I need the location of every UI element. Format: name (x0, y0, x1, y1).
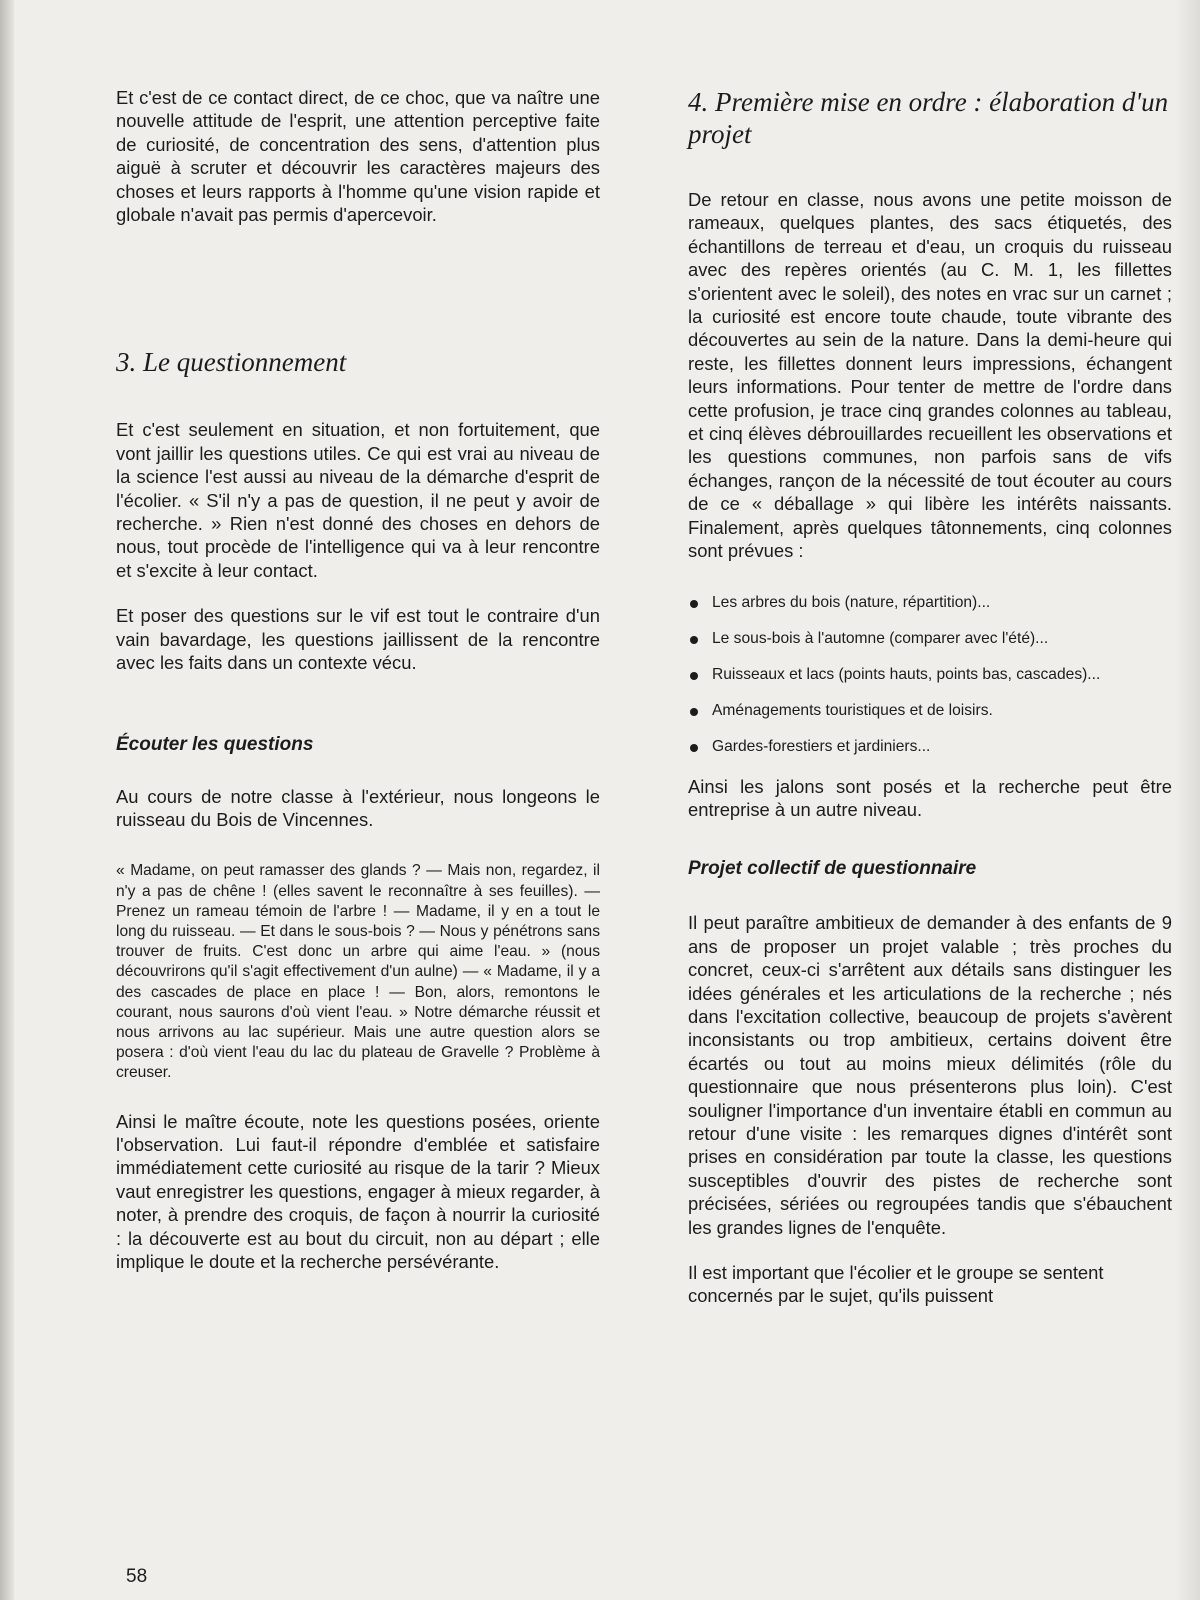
subheading-ecouter: Écouter les questions (116, 733, 314, 755)
paragraph-poser: Et poser des questions sur le vif est tout le contraire d'un vain bavardage, les questions jaillissent de la rencontre avec les faits dans un contexte vécu. (116, 605, 600, 674)
bullet-list (688, 593, 1172, 757)
paragraph-retour: De retour en classe, nous avons une petite moisson de rameaux, quelques plantes, des sacs étiquetés, des échantillons de terreau et d'eau, un croquis du ruisseau avec des repères orientés (au C. M. 1, les fillettes s'orientent avec le soleil), des notes en vrac sur un carnet ; la curiosité est encore toute chaude, toute vibrante des découvertes au sein de la nature. Dans la demi-heure qui reste, les fillettes donnent leurs impressions, échangent leurs informations. Pour tenter de mettre de l'ordre dans cette profusion, je trace cinq grandes colonnes au tableau, et cinq élèves débrouillardes recueillent les observations et les questions communes, non parfois sans de vifs échanges, rançon de la nécessité de tout écouter au cours de ce « déballage » qui libère les intérêts naissants. Finalement, après quelques tâtonnements, cinq colonnes sont prévues : (688, 189, 1172, 562)
section-heading-3: 3. Le questionnement (116, 347, 347, 378)
bullet-dot-icon (690, 636, 698, 644)
page-edge (0, 0, 14, 1600)
bullet-dot-icon (690, 708, 698, 716)
paragraph-intro: Et c'est de ce contact direct, de ce choc, que va naître une nouvelle attitude de l'esprit, une attention perceptive faite de curiosité, de concentration des sens, d'attention plus aiguë à scruter et découvrir les caractères majeurs des choses et leurs rapports à l'homme qu'une vision rapide et globale n'avait pas permis d'apercevoir. (116, 87, 600, 226)
page-number: 58 (126, 1566, 148, 1587)
paragraph-jalons: Ainsi les jalons sont posés et la recherche peut être entreprise à un autre niveau. (688, 775, 1172, 820)
spine-shadow (1175, 0, 1200, 1600)
bullet-dot-icon (690, 672, 698, 680)
subheading-projet: Projet collectif de questionnaire (688, 858, 977, 880)
list-item: Les arbres du bois (nature, répartition)... (688, 593, 1172, 613)
bullet-dot-icon (690, 600, 698, 608)
list-item: Le sous-bois à l'automne (comparer avec l'été)... (688, 629, 1172, 649)
paragraph-ambitieux: Il peut paraître ambitieux de demander à des enfants de 9 ans de proposer un projet valable ; très proches du concret, ceux-ci s'arrêtent aux détails sans distinguer les idées générales et les articulations de la recherche ; nés dans l'excitation collective, beaucoup de projets s'avèrent inconsistants ou trop ambitieux, certains doivent être écartés ou tout au moins mieux délimités (rôle du questionnaire que nous présenterons plus loin). C'est souligner l'importance d'un inventaire établi en commun au retour d'une visite : les remarques dignes d'intérêt sont prises en considération par toute la classe, les questions susceptibles d'ouvrir des pistes de recherche sont précisées, sériées ou regroupées tandis que s'ébauchent les grandes lignes de l'enquête. (688, 912, 1172, 1238)
left-column (116, 86, 600, 1299)
list-item: Ruisseaux et lacs (points hauts, points bas, cascades)... (688, 665, 1172, 685)
bullet-dot-icon (690, 744, 698, 752)
right-column (688, 86, 1172, 1334)
paragraph-dialogue: « Madame, on peut ramasser des glands ? — Mais non, regardez, il n'y a pas de chêne ! (elles savent le reconnaître à ses feuilles). — Prenez un rameau témoin de l'arbre ! — Madame, il y en a tout le long du ruisseau. — Et dans le sous-bois ? — Nous y pénétrons sans trouver de fruits. C'est donc un arbre qui aime l'eau. » (nous découvrirons qu'il s'agit effectivement d'un aulne) — « Madame, il y a des cascades de place en place ! — Bon, alors, remontons le courant, nous saurons d'où vient l'eau. » Notre démarche réussit et nous arrivons au lac supérieur. Mais une autre question alors se posera : d'où vient l'eau du lac du plateau de Gravelle ? Problème à creuser. (116, 862, 600, 1082)
section-heading-4: 4. Première mise en ordre : élaboration d'un projet (688, 87, 1169, 149)
paragraph-important: Il est important que l'écolier et le groupe se sentent concernés par le sujet, qu'ils puissent (688, 1262, 1104, 1307)
paragraph-situation: Et c'est seulement en situation, et non fortuitement, que vont jaillir les questions utiles. Ce qui est vrai au niveau de la science l'est aussi au niveau de la démarche d'esprit de l'écolier. « S'il n'y a pas de question, il ne peut y avoir de recherche. » Rien n'est donné des choses en dehors de nous, tout procède de l'intelligence qui va à leur rencontre et s'excite à leur contact. (116, 419, 600, 581)
list-item: Aménagements touristiques et de loisirs. (688, 701, 1172, 721)
list-item: Gardes-forestiers et jardiniers... (688, 737, 1172, 757)
paragraph-au-cours: Au cours de notre classe à l'extérieur, nous longeons le ruisseau du Bois de Vincennes. (116, 785, 600, 830)
paragraph-ainsi-maitre: Ainsi le maître écoute, note les questions posées, oriente l'observation. Lui faut-il répondre d'emblée et satisfaire immédiatement cette curiosité au risque de la tarir ? Mieux vaut enregistrer les questions, engager à mieux regarder, à noter, à prendre des croquis, de façon à nourrir la curiosité : la découverte est au bout du circuit, non au départ ; elle implique le doute et la recherche persévérante. (116, 1110, 600, 1272)
